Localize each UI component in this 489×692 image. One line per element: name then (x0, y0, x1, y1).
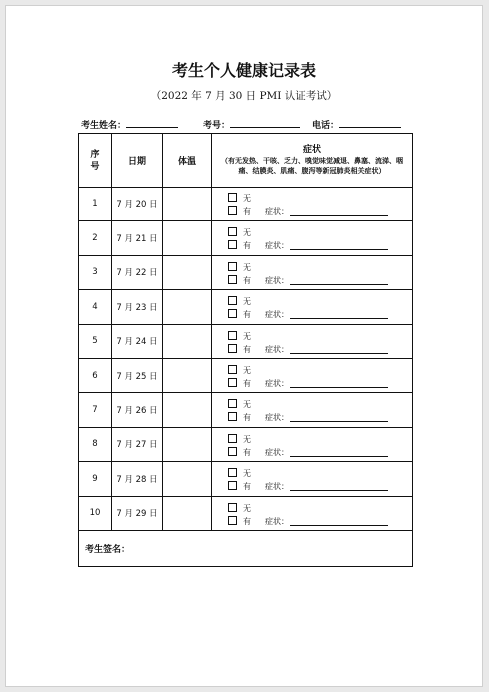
checkbox-none[interactable] (228, 227, 237, 236)
row-temperature-cell[interactable] (163, 290, 212, 323)
signature-row[interactable] (79, 531, 412, 566)
number-underline (230, 118, 300, 128)
option-has[interactable] (228, 447, 289, 458)
table-row (79, 325, 412, 359)
checkbox-none[interactable] (228, 503, 237, 512)
document-page (5, 5, 483, 687)
option-has[interactable] (228, 206, 289, 217)
option-none[interactable] (228, 399, 251, 410)
row-date: 7 月 29 日 (112, 497, 163, 530)
option-has[interactable] (228, 516, 289, 527)
name-label: 考生姓名： (81, 121, 127, 131)
row-date: 7 月 27 日 (112, 428, 163, 461)
symptom-underline[interactable] (290, 215, 388, 216)
row-symptom-cell (212, 187, 412, 220)
symptom-underline[interactable] (290, 284, 388, 285)
row-seq: 8 (79, 428, 112, 461)
signature-label: 考生签名： (85, 545, 131, 555)
symptom-underline[interactable] (290, 353, 388, 354)
table-row (79, 290, 412, 324)
option-has-label: 有 (243, 241, 251, 251)
checkbox-has[interactable] (228, 516, 237, 525)
header-seq: 序号 (79, 134, 112, 187)
row-symptom-cell (212, 325, 412, 358)
row-seq: 10 (79, 497, 112, 530)
row-date: 7 月 24 日 (112, 325, 163, 358)
row-symptom-cell (212, 256, 412, 289)
checkbox-none[interactable] (228, 331, 237, 340)
header-symptom-title: 症状 (302, 145, 321, 155)
checkbox-none[interactable] (228, 434, 237, 443)
header-symptom-description: （有无发热、干咳、乏力、嗅觉味觉减退、鼻塞、流涕、咽痛、结膜炎、肌痛、腹泻等新冠肺炎相关症状） (221, 157, 403, 175)
checkbox-none[interactable] (228, 262, 237, 271)
checkbox-has[interactable] (228, 206, 237, 215)
option-has-label: 有 (243, 275, 251, 285)
option-has-label: 有 (243, 482, 251, 492)
row-seq: 1 (79, 187, 112, 220)
page-subtitle: （2022 年 7 月 30 日 PMI 认证考试） (150, 90, 338, 102)
option-has[interactable] (228, 275, 289, 286)
row-temperature-cell[interactable] (163, 393, 212, 426)
option-none[interactable] (228, 434, 251, 445)
phone-label: 电话： (312, 121, 340, 131)
symptom-label: 症状： (265, 413, 289, 423)
row-symptom-cell (212, 359, 412, 392)
checkbox-none[interactable] (228, 296, 237, 305)
table-header (79, 134, 412, 188)
option-none-label: 无 (243, 366, 251, 375)
symptom-label: 症状： (265, 275, 289, 285)
option-has[interactable] (228, 378, 289, 389)
symptom-label: 症状： (265, 344, 289, 354)
symptom-label: 症状： (265, 482, 289, 492)
row-temperature-cell[interactable] (163, 497, 212, 530)
row-seq: 6 (79, 359, 112, 392)
option-has[interactable] (228, 412, 289, 423)
option-has[interactable] (228, 309, 289, 320)
checkbox-none[interactable] (228, 193, 237, 202)
phone-underline (339, 118, 401, 128)
checkbox-none[interactable] (228, 365, 237, 374)
table-row (79, 462, 412, 496)
header-symptoms (212, 134, 412, 187)
row-seq: 5 (79, 325, 112, 358)
number-label: 考号： (203, 121, 231, 131)
symptom-label: 症状： (265, 241, 289, 251)
symptom-label: 症状： (265, 379, 289, 388)
checkbox-has[interactable] (228, 412, 237, 421)
symptom-underline[interactable] (290, 456, 388, 457)
name-underline (126, 118, 178, 128)
row-date: 7 月 28 日 (112, 462, 163, 495)
option-none-label: 无 (243, 228, 251, 238)
row-date: 7 月 20 日 (112, 187, 163, 220)
option-has-label: 有 (243, 207, 251, 216)
phone-field[interactable] (312, 118, 401, 131)
option-none[interactable] (228, 365, 251, 376)
row-date: 7 月 22 日 (112, 256, 163, 289)
symptom-label: 症状： (265, 447, 289, 457)
table-row (79, 256, 412, 290)
option-none-label: 无 (243, 503, 251, 513)
symptom-underline[interactable] (290, 387, 388, 388)
option-has-label: 有 (243, 413, 251, 423)
option-none-label: 无 (243, 434, 251, 444)
option-none[interactable] (228, 331, 251, 342)
row-symptom-cell (212, 290, 412, 323)
row-symptom-cell (212, 497, 412, 530)
header-date: 日期 (112, 134, 163, 187)
table-row (79, 221, 412, 255)
checkbox-has[interactable] (228, 309, 237, 318)
row-temperature-cell[interactable] (163, 187, 212, 220)
option-has[interactable] (228, 344, 289, 355)
option-none-label: 无 (243, 262, 251, 272)
row-date: 7 月 23 日 (112, 290, 163, 323)
row-temperature-cell[interactable] (163, 221, 212, 254)
symptom-underline[interactable] (290, 318, 388, 319)
table-row (79, 393, 412, 427)
option-none[interactable] (228, 262, 251, 273)
symptom-label: 症状： (265, 207, 289, 216)
checkbox-has[interactable] (228, 481, 237, 490)
row-seq: 2 (79, 221, 112, 254)
row-symptom-cell (212, 462, 412, 495)
checkbox-has[interactable] (228, 378, 237, 387)
checkbox-has[interactable] (228, 240, 237, 249)
symptom-label: 症状： (265, 310, 289, 320)
number-field[interactable] (203, 118, 300, 131)
table-row (79, 497, 412, 531)
symptom-underline[interactable] (290, 249, 388, 250)
row-temperature-cell[interactable] (163, 325, 212, 358)
symptom-underline[interactable] (290, 490, 388, 491)
row-date: 7 月 25 日 (112, 359, 163, 392)
row-temperature-cell[interactable] (163, 428, 212, 461)
option-none-label: 无 (243, 400, 251, 410)
symptom-underline[interactable] (290, 421, 388, 422)
option-none[interactable] (228, 296, 251, 307)
name-field[interactable] (81, 118, 178, 131)
option-has-label: 有 (243, 447, 251, 457)
option-none[interactable] (228, 503, 251, 514)
checkbox-has[interactable] (228, 344, 237, 353)
table-row (79, 428, 412, 462)
checkbox-none[interactable] (228, 468, 237, 477)
row-seq: 7 (79, 393, 112, 426)
row-seq: 3 (79, 256, 112, 289)
option-has-label: 有 (243, 379, 251, 388)
option-has-label: 有 (243, 344, 251, 354)
option-has[interactable] (228, 240, 289, 251)
option-none[interactable] (228, 193, 251, 204)
row-symptom-cell (212, 393, 412, 426)
option-none-label: 无 (243, 194, 251, 203)
row-temperature-cell[interactable] (163, 359, 212, 392)
checkbox-has[interactable] (228, 447, 237, 456)
symptom-underline[interactable] (290, 525, 388, 526)
symptom-label: 症状： (265, 516, 289, 526)
option-none[interactable] (228, 468, 251, 479)
row-symptom-cell (212, 221, 412, 254)
option-none-label: 无 (243, 331, 251, 341)
option-has[interactable] (228, 481, 289, 492)
page-title: 考生个人健康记录表 (171, 61, 316, 80)
row-date: 7 月 26 日 (112, 393, 163, 426)
row-date: 7 月 21 日 (112, 221, 163, 254)
option-none-label: 无 (243, 297, 251, 307)
row-temperature-cell[interactable] (163, 256, 212, 289)
option-none[interactable] (228, 227, 251, 238)
option-has-label: 有 (243, 310, 251, 320)
table-row (79, 359, 412, 393)
health-record-table (78, 133, 413, 567)
row-symptom-cell (212, 428, 412, 461)
option-none-label: 无 (243, 469, 251, 479)
checkbox-has[interactable] (228, 275, 237, 284)
table-row (79, 187, 412, 221)
checkbox-none[interactable] (228, 399, 237, 408)
option-has-label: 有 (243, 516, 251, 526)
row-seq: 9 (79, 462, 112, 495)
row-seq: 4 (79, 290, 112, 323)
header-temperature: 体温 (163, 134, 212, 187)
row-temperature-cell[interactable] (163, 462, 212, 495)
